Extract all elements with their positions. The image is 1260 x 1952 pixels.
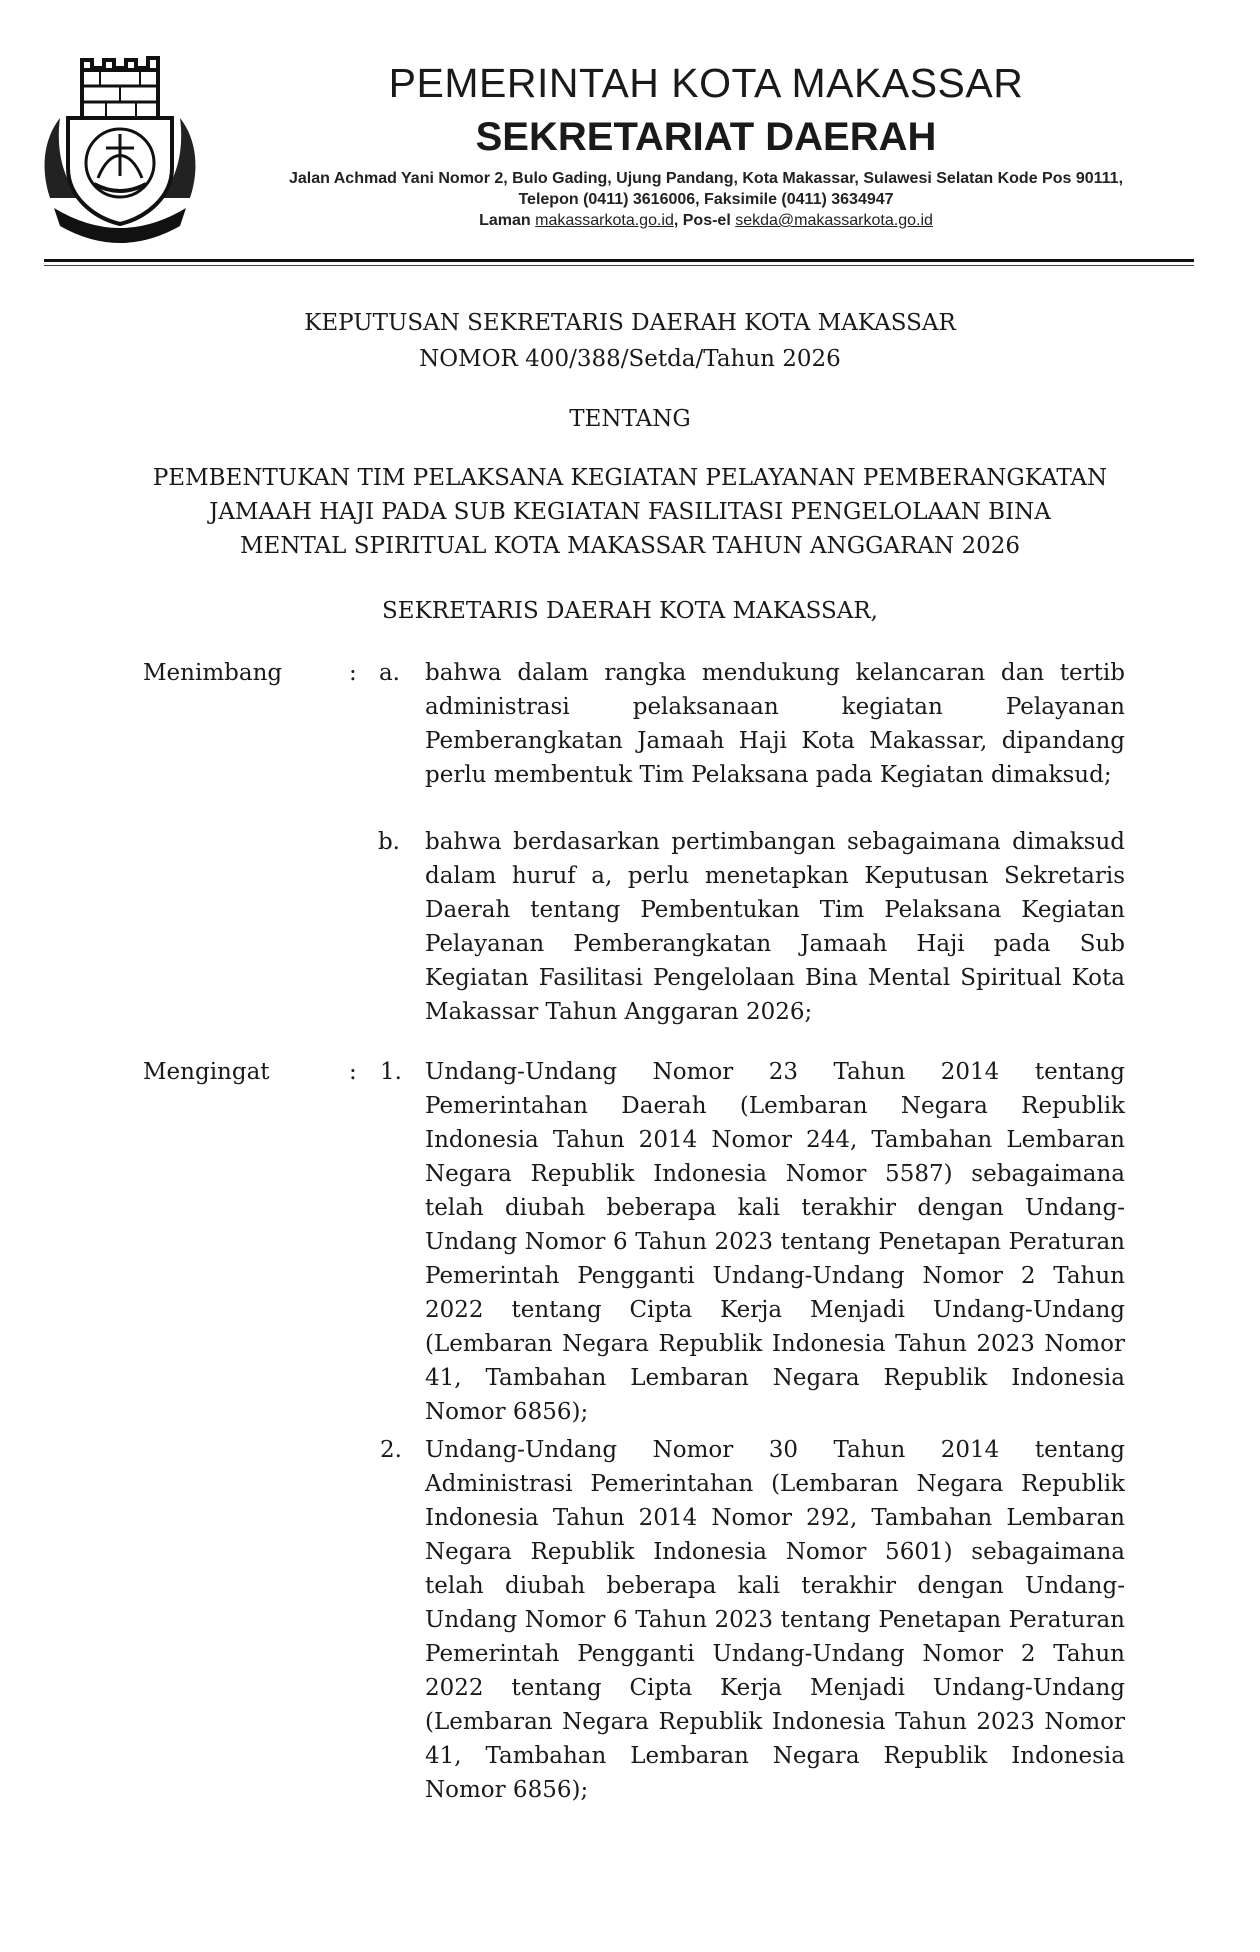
decree-title: KEPUTUSAN SEKRETARIS DAERAH KOTA MAKASSAR	[304, 310, 956, 336]
government-name: PEMERINTAH KOTA MAKASSAR	[388, 60, 1024, 106]
address-line-1: Jalan Achmad Yani Nomor 2, Bulo Gading, Ujung Pandang, Kota Makassar, Sulawesi Selatan Kode Pos 90111,	[288, 170, 1124, 187]
address-line-2: Telepon (0411) 3616006, Faksimile (0411) 3634947	[518, 191, 894, 208]
issuing-official: SEKRETARIS DAERAH KOTA MAKASSAR,	[382, 598, 878, 624]
mengingat-mark-2: 2.	[380, 1437, 402, 1463]
mengingat-mark-1: 1.	[380, 1059, 402, 1085]
subject-line-1: PEMBENTUKAN TIM PELAKSANA KEGIATAN PELAYANAN PEMBERANGKATAN	[152, 465, 1108, 491]
decree-subject	[100, 461, 1160, 563]
city-coat-of-arms-icon	[40, 48, 200, 248]
contact-line	[232, 210, 1180, 231]
subject-line-3: MENTAL SPIRITUAL KOTA MAKASSAR TAHUN ANGGARAN 2026	[239, 533, 1021, 559]
subject-line-2: JAMAAH HAJI PADA SUB KEGIATAN FASILITASI PENGELOLAAN BINA	[209, 499, 1051, 525]
letterhead-divider-thin	[44, 265, 1194, 266]
decree-number: NOMOR 400/388/Setda/Tahun 2026	[419, 346, 841, 372]
menimbang-colon: :	[349, 660, 357, 686]
mengingat-item-2: Undang-Undang Nomor 30 Tahun 2014 tentang Administrasi Pemerintahan (Lembaran Negara Republik Indonesia Tahun 2014 Nomor 292, Tambahan Lembaran Negara Republik Indonesia Nomor 5601) sebagaimana telah diubah beberapa kali terakhir dengan Undang-Undang Nomor 6 Tahun 2023 tentang Penetapan Peraturan Pemerintah Pengganti Undang-Undang Nomor 2 Tahun 2022 tentang Cipta Kerja Menjadi Undang-Undang (Lembaran Negara Republik Indonesia Tahun 2023 Nomor 41, Tambahan Lembaran Negara Republik Indonesia Nomor 6856);	[425, 1437, 1125, 1803]
website-link[interactable]: makassarkota.go.id	[535, 212, 674, 229]
office-name: SEKRETARIAT DAERAH	[475, 115, 937, 159]
mengingat-label: Mengingat	[143, 1059, 270, 1085]
tentang-heading: TENTANG	[569, 406, 691, 432]
menimbang-label: Menimbang	[143, 660, 283, 686]
mengingat-colon: :	[349, 1059, 357, 1085]
email-prefix: , Pos-el	[673, 212, 736, 229]
email-link[interactable]: sekda@makassarkota.go.id	[735, 212, 933, 229]
menimbang-item-a: bahwa dalam rangka mendukung kelancaran dan tertib administrasi pelaksanaan kegiatan Pelayanan Pemberangkatan Jamaah Haji Kota Makassar, dipandang perlu membentuk Tim Pelaksana pada Kegiatan dimaksud;	[425, 660, 1125, 788]
menimbang-mark-a: a.	[378, 660, 400, 686]
menimbang-mark-b: b.	[377, 829, 400, 855]
web-prefix: Laman	[479, 212, 536, 229]
menimbang-item-b: bahwa berdasarkan pertimbangan sebagaimana dimaksud dalam huruf a, perlu menetapkan Keputusan Sekretaris Daerah tentang Pembentukan Tim Pelaksana Kegiatan Pelayanan Pemberangkatan Jamaah Haji pada Sub Kegiatan Fasilitasi Pengelolaan Bina Mental Spiritual Kota Makassar Tahun Anggaran 2026;	[425, 829, 1125, 1025]
letterhead	[232, 60, 1180, 231]
letterhead-divider	[44, 259, 1194, 262]
mengingat-item-1: Undang-Undang Nomor 23 Tahun 2014 tentang Pemerintahan Daerah (Lembaran Negara Republik Indonesia Tahun 2014 Nomor 244, Tambahan Lembaran Negara Republik Indonesia Nomor 5587) sebagaimana telah diubah beberapa kali terakhir dengan Undang-Undang Nomor 6 Tahun 2023 tentang Penetapan Peraturan Pemerintah Pengganti Undang-Undang Nomor 2 Tahun 2022 tentang Cipta Kerja Menjadi Undang-Undang (Lembaran Negara Republik Indonesia Tahun 2023 Nomor 41, Tambahan Lembaran Negara Republik Indonesia Nomor 6856);	[425, 1059, 1125, 1425]
